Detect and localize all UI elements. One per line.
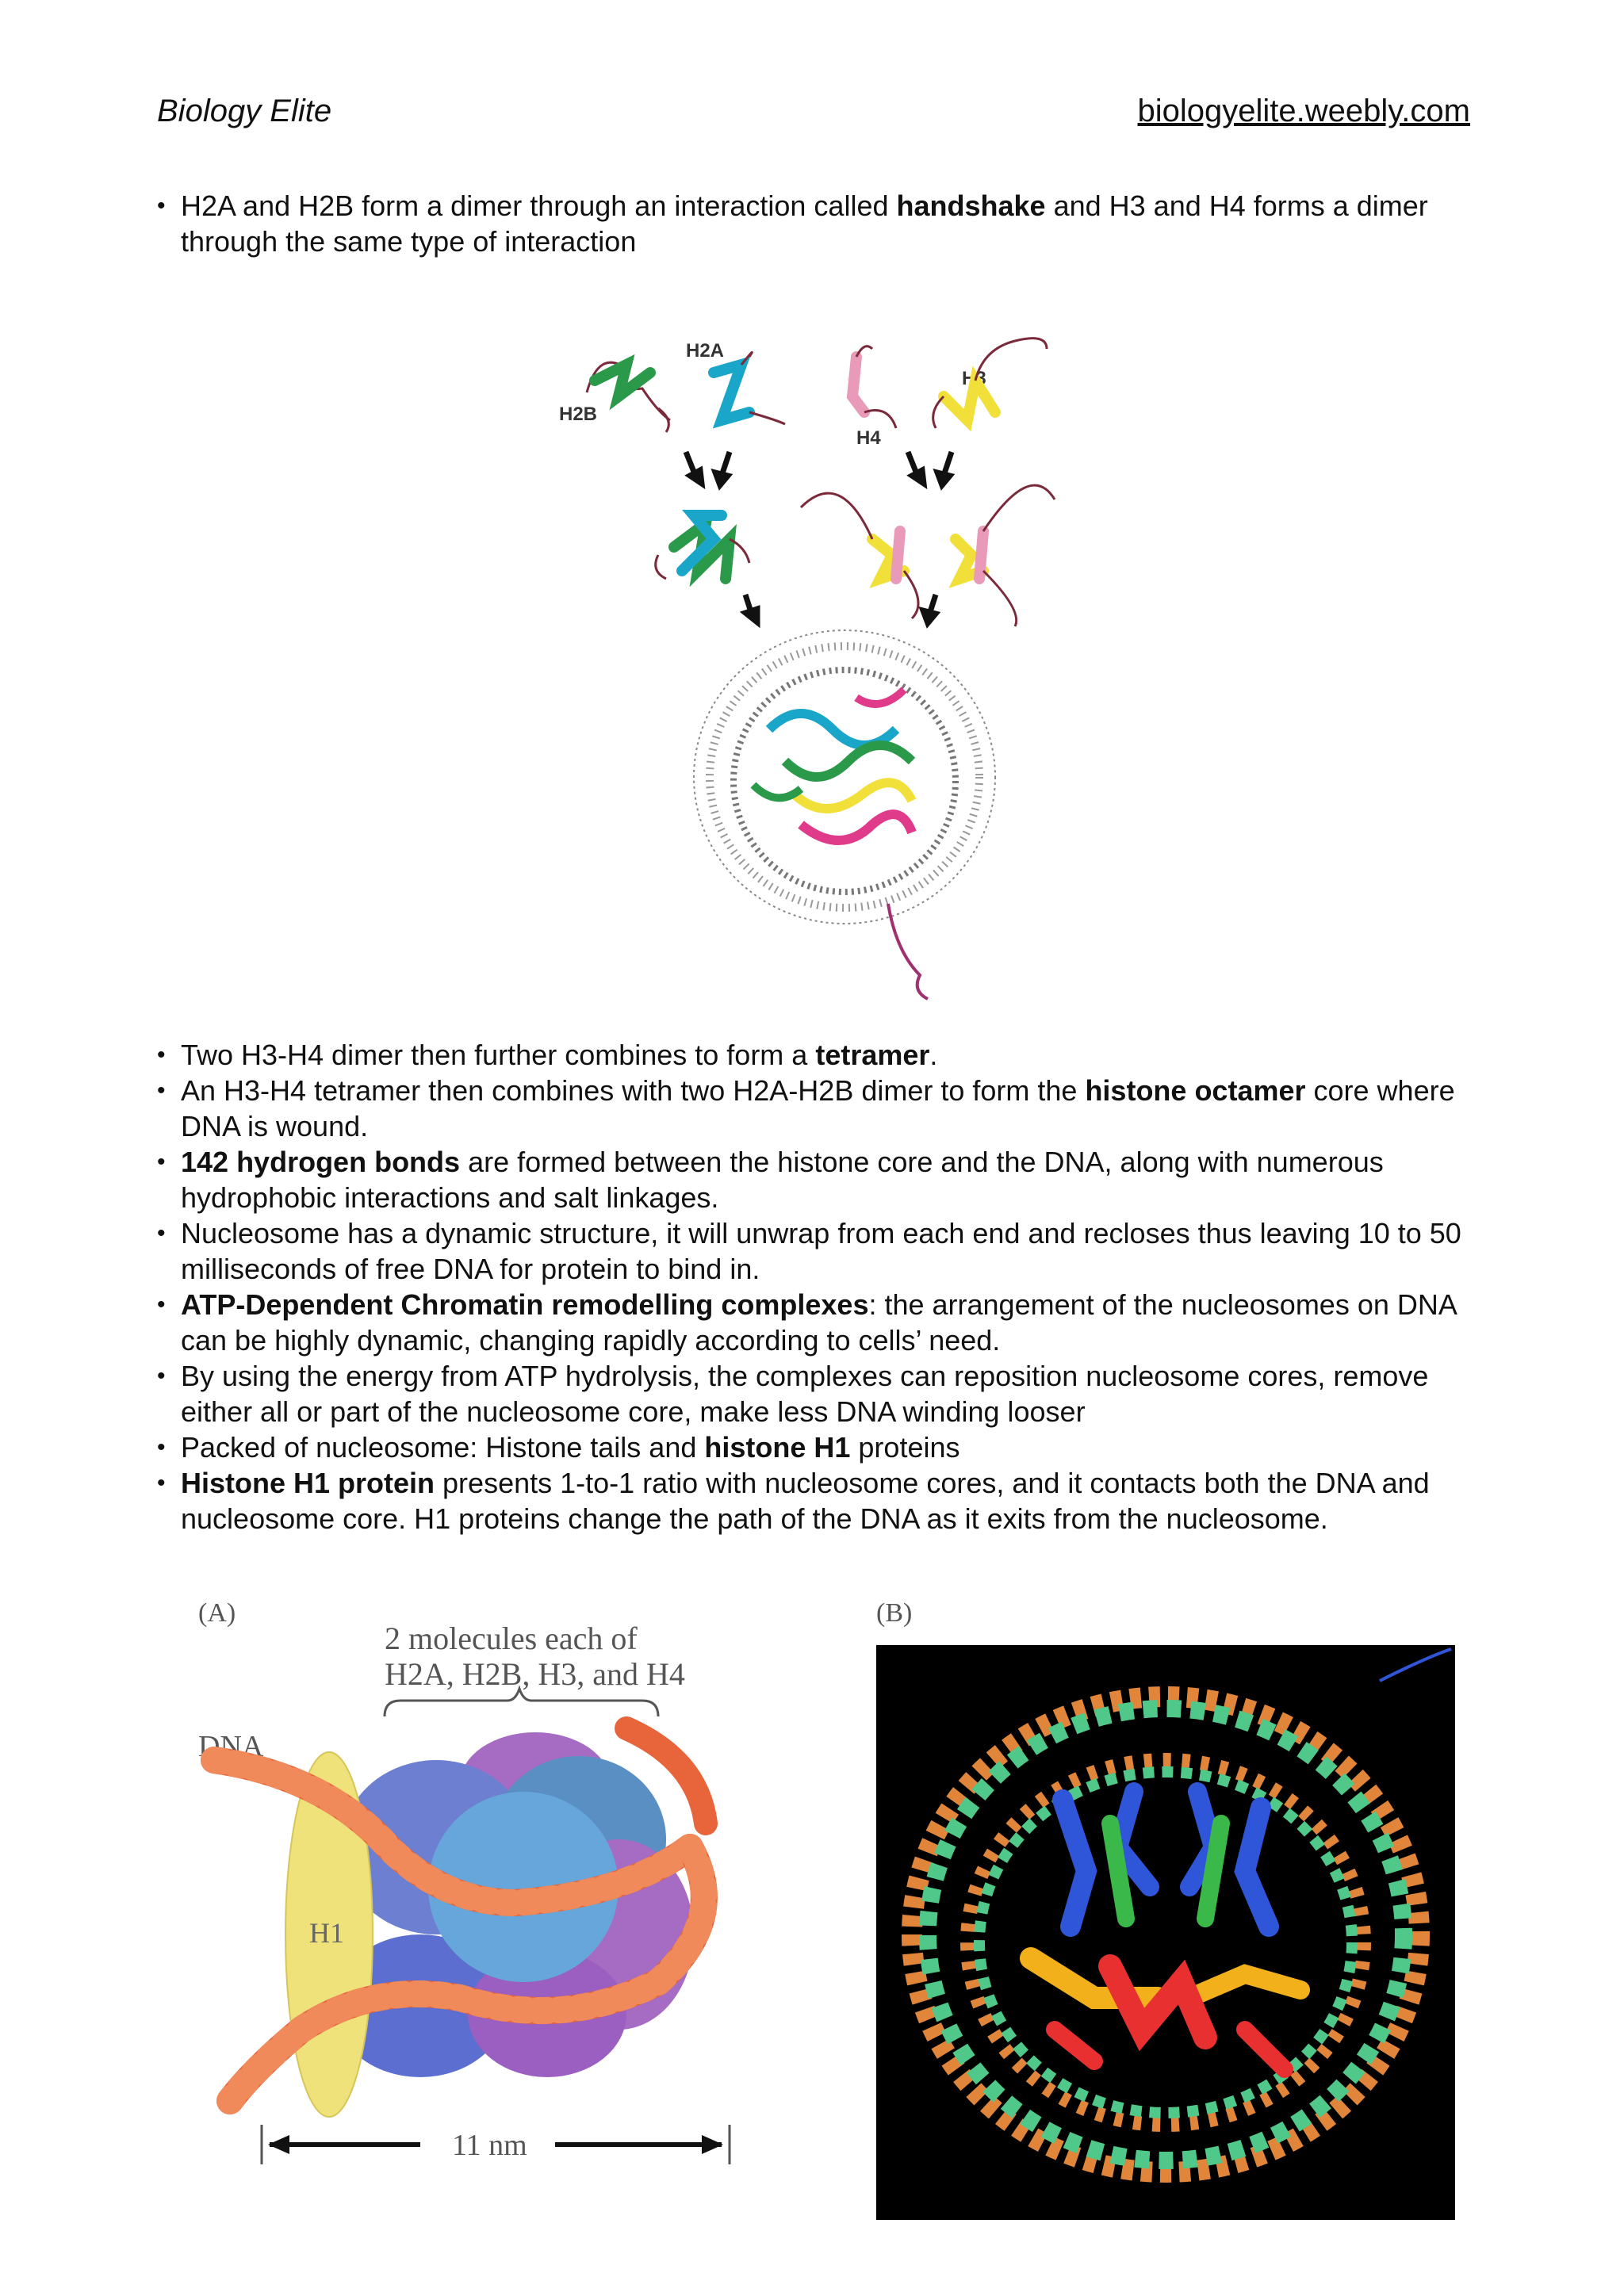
h3-h4-dimer-right	[956, 485, 1055, 626]
bullet-text: and H3 and H4 forms a dimer through the same type of interaction	[181, 189, 1428, 258]
bullet-item	[157, 1358, 1470, 1429]
bullet-list-main	[157, 1037, 1470, 1536]
bullet-text: are formed between the histone core and the DNA, along with numerous hydrophobic interactions and salt linkages.	[181, 1146, 1384, 1214]
page-header	[157, 94, 1470, 141]
bold-text: handshake	[896, 189, 1046, 222]
caption-line2: H2A, H2B, H3, and H4	[385, 1656, 685, 1692]
panel-a-label: (A)	[198, 1598, 236, 1628]
arrows-row2	[745, 595, 936, 623]
bold-text: histone H1	[704, 1431, 851, 1464]
caption-line1: 2 molecules each of	[385, 1621, 638, 1656]
site-url-link[interactable]: biologyelite.weebly.com	[1137, 94, 1470, 128]
label-h3: H3	[962, 368, 986, 389]
bullet-text: An H3-H4 tetramer then combines with two H2A-H2B dimer to form the	[181, 1074, 1086, 1107]
bullet-text: H2A and H2B form a dimer through an interaction called	[181, 189, 897, 222]
bullet-text: proteins	[850, 1431, 960, 1464]
histone-assembly-figure	[539, 317, 1078, 1007]
bullet-text: presents 1-to-1 ratio with nucleosome cores, and it contacts both the DNA and nucleosome core. H1 proteins change the path of the DNA as it exits from the nucleosome.	[181, 1467, 1430, 1535]
nucleosome-structure	[694, 630, 995, 999]
bullet-text: Nucleosome has a dynamic structure, it will unwrap from each end and recloses thus leaving 10 to 50 milliseconds of free DNA for protein to bind in.	[181, 1217, 1461, 1285]
bullet-item	[157, 1429, 1470, 1465]
h1-label: H1	[309, 1917, 344, 1949]
bullet-text: By using the energy from ATP hydrolysis, the complexes can reposition nucleosome cores, remove either all or part of the nucleosome core, make less DNA winding looser	[181, 1360, 1429, 1428]
nucleosome-crystal-structure-panel-b	[872, 1586, 1459, 2236]
bold-text: 142 hydrogen bonds	[181, 1146, 461, 1178]
nucleosome-diagram-panel-a	[182, 1586, 785, 2188]
bullet-item	[157, 1465, 1470, 1536]
label-h2b: H2B	[559, 404, 598, 425]
bold-text: tetramer	[815, 1039, 930, 1071]
bullet-item	[157, 1287, 1470, 1358]
label-h2a: H2A	[686, 340, 725, 362]
panel-b-label: (B)	[876, 1598, 913, 1628]
scale-label: 11 nm	[452, 2129, 527, 2162]
bold-text: histone octamer	[1085, 1074, 1306, 1107]
bullet-list-intro	[157, 188, 1470, 259]
h3-h4-dimer-left	[801, 493, 918, 618]
h3-monomer	[933, 339, 1047, 428]
arrows-row1	[686, 452, 952, 485]
h4-monomer	[852, 346, 896, 428]
dna-label: DNA	[198, 1730, 264, 1763]
bullet-text: Packed of nucleosome: Histone tails and	[181, 1431, 705, 1464]
bold-text: Histone H1 protein	[181, 1467, 435, 1499]
bold-text: ATP-Dependent Chromatin remodelling complexes	[181, 1288, 869, 1321]
bullet-text: core where DNA is wound.	[181, 1074, 1455, 1142]
bullet-item	[157, 1215, 1470, 1287]
site-name: Biology Elite	[157, 94, 332, 128]
scale-bar	[262, 2125, 730, 2164]
bullet-text: .	[929, 1039, 938, 1071]
h2a-h2b-dimer	[656, 515, 749, 579]
bullet-item	[157, 188, 1470, 259]
bullet-item	[157, 1144, 1470, 1215]
bullet-text: : the arrangement of the nucleosomes on DNA can be highly dynamic, changing rapidly according to cells’ need.	[181, 1288, 1456, 1357]
bullet-text: Two H3-H4 dimer then further combines to form a	[181, 1039, 816, 1071]
bullet-item	[157, 1037, 1470, 1073]
label-h4: H4	[856, 427, 881, 449]
h2a-monomer	[714, 352, 785, 424]
bullet-item	[157, 1073, 1470, 1144]
h2b-monomer	[587, 362, 670, 432]
